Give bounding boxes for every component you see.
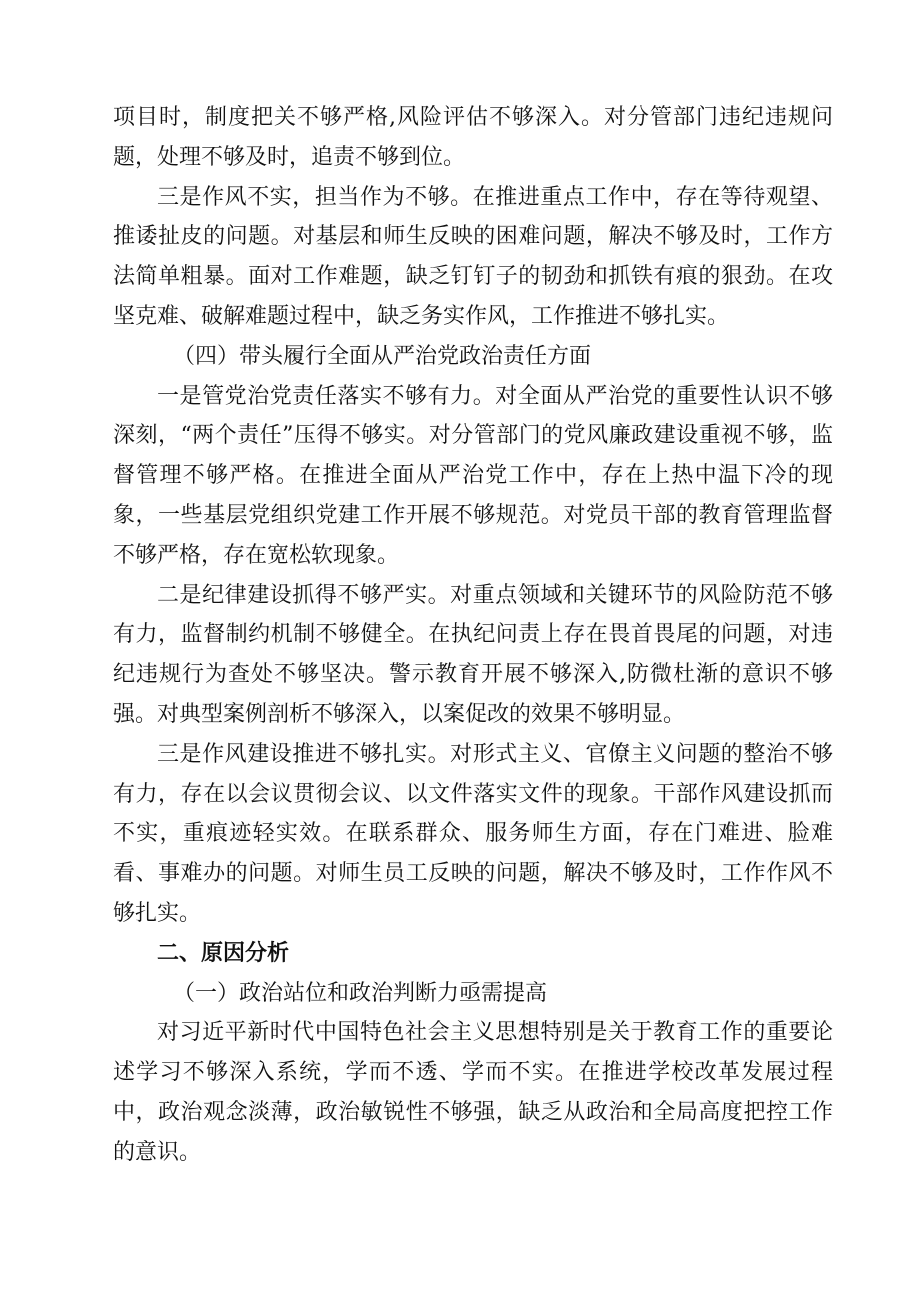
paragraph-party-responsibility: 一是管党治党责任落实不够有力。对全面从严治党的重要性认识不够深刻，“两个责任”压得不够实。对分管部门的党风廉政建设重视不够，监督管理不够严格。在推进全面从严治党工作中，存在上热中温下冷的现象，一些基层党组织党建工作开展不够规范。对党员干部的教育管理监督不够严格，存在宽松软现象。 [113,383,833,568]
paragraph-style-building: 三是作风建设推进不够扎实。对形式主义、官僚主义问题的整治不够有力，存在以会议贯彻会议、以文件落实文件的现象。干部作风建设抓而不实，重痕迹轻实效。在联系群众、服务师生方面，存在门难进、脸难看、事难办的问题。对师生员工反映的问题，解决不够及时，工作作风不够扎实。 [113,741,833,926]
subheading-one: （一）政治站位和政治判断力亟需提高 [173,980,548,1006]
document-body [113,98,833,1173]
paragraph-style-issues: 三是作风不实，担当作为不够。在推进重点工作中，存在等待观望、推诿扯皮的问题。对基层和师生反映的困难问题，解决不够及时，工作方法简单粗暴。面对工作难题，缺乏钉钉子的韧劲和抓铁有痕的狠劲。在攻坚克难、破解难题过程中，缺乏务实作风，工作推进不够扎实。 [113,184,833,329]
paragraph-continuation: 项目时，制度把关不够严格,风险评估不够深入。对分管部门违纪违规问题，处理不够及时，追责不够到位。 [113,105,833,170]
paragraph-political-stance: 对习近平新时代中国特色社会主义思想特别是关于教育工作的重要论述学习不够深入系统，学而不透、学而不实。在推进学校改革发展过程中，政治观念淡薄，政治敏锐性不够强，缺乏从政治和全局高度把控工作的意识。 [113,1020,833,1165]
subheading-four: （四）带头履行全面从严治党政治责任方面 [173,343,592,369]
paragraph-discipline: 二是纪律建设抓得不够严实。对重点领域和关键环节的风险防范不够有力，监督制约机制不够健全。在执纪问责上存在畏首畏尾的问题，对违纪违规行为查处不够坚决。警示教育开展不够深入,防微杜渐的意识不够强。对典型案例剖析不够深入，以案促改的效果不够明显。 [113,582,833,727]
section-heading-cause-analysis: 二、原因分析 [157,940,290,966]
